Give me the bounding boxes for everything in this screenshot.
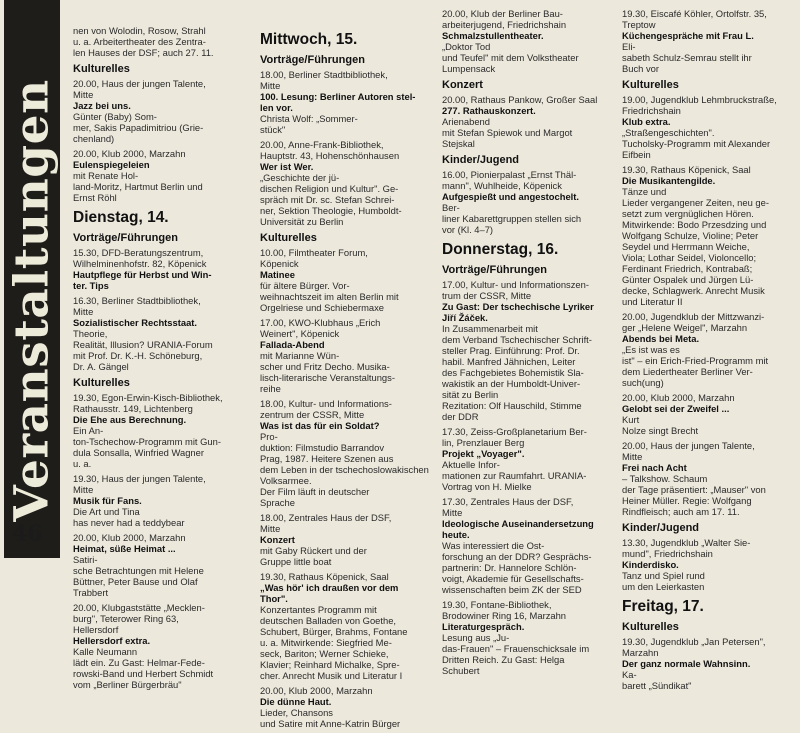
event-title: Literaturgespräch. (442, 621, 525, 632)
category-heading: Kulturelles (73, 377, 130, 389)
event-detail: 10.00, Filmtheater Forum, (260, 247, 368, 258)
event-detail: um den Leierkasten (622, 581, 705, 592)
event-entry (622, 164, 796, 307)
event-detail: Realität, Illusion? URANIA-Forum (73, 339, 213, 350)
event-detail: 20.00, Klub 2000, Marzahn (622, 392, 735, 403)
event-detail: Heiner Müller. Regie: Wolfgang (622, 495, 752, 506)
event-detail: und Satire mit Anne-Katrin Bürger (260, 718, 401, 729)
event-detail: Hellersdorf (73, 624, 119, 635)
event-title: 277. Rathauskonzert. (442, 105, 536, 116)
listing-column-2 (260, 25, 433, 733)
category-heading: Vorträge/Führungen (442, 264, 547, 276)
event-detail: spräch mit Dr. sc. Stefan Schrei- (260, 194, 395, 205)
category-heading: Kulturelles (73, 63, 130, 75)
event-detail: Stejskal (442, 138, 475, 149)
event-detail: das-Frauen" – Frauenschicksale im (442, 643, 590, 654)
event-detail: 19.30, Jugendklub „Jan Petersen", (622, 636, 766, 647)
event-detail: Theorie, (73, 328, 108, 339)
event-detail: Trabbert (73, 587, 109, 598)
event-entry (260, 69, 433, 135)
event-entry (260, 317, 433, 394)
event-detail: Mitte (622, 451, 643, 462)
event-detail: ner, Sektion Theologie, Humboldt- (260, 205, 402, 216)
event-detail: vom „Berliner Bürgerbräu" (73, 679, 182, 690)
event-detail: ist" – ein Erich-Fried-Programm mit (622, 355, 769, 366)
event-title: Hautpflege für Herbst und Win- (73, 269, 212, 280)
event-title: Konzert (260, 534, 295, 545)
event-entry (442, 279, 614, 422)
event-detail: u. a. (73, 458, 92, 469)
event-detail: der DDR (442, 411, 479, 422)
event-detail: Friedrichshain (622, 105, 681, 116)
event-detail: u. a. Arbeitertheater des Zentra- (73, 36, 206, 47)
event-entry (73, 78, 253, 144)
event-entry (442, 94, 614, 149)
event-detail: dem Liedertheater Berliner Ver- (622, 366, 753, 377)
event-entry (622, 440, 796, 517)
event-title: Kinderdisko. (622, 559, 679, 570)
event-detail: mationen zur Raumfahrt. URANIA- (442, 470, 587, 481)
event-detail: Lieder, Chansons (260, 707, 333, 718)
event-detail: len Hauses der DSF; auch 27. 11. (73, 47, 214, 58)
event-detail: Lesung aus „Ju- (442, 632, 510, 643)
event-detail: scher und Fritz Decho. Musika- (260, 361, 390, 372)
event-detail: Aktuelle Infor- (442, 459, 500, 470)
category-heading: Kinder/Jugend (442, 154, 520, 166)
event-detail: arbeiterjugend, Friedrichshain (442, 19, 567, 30)
event-detail: Wolfgang Schulze, Violine; Peter (622, 230, 759, 241)
event-detail: und Teufel" mit dem Volkstheater (442, 52, 579, 63)
event-detail: stück" (260, 124, 286, 135)
event-title: Fallada-Abend (260, 339, 325, 350)
event-detail: Universität zu Berlin (260, 216, 344, 227)
event-detail: habil. Manfred Jähnichen, Leiter (442, 356, 576, 367)
event-detail: Hauptstr. 43, Hohenschönhausen (260, 150, 400, 161)
event-entry (260, 571, 433, 681)
event-detail: zentrum der CSSR, Mitte (260, 409, 365, 420)
event-title: Heimat, süße Heimat ... (73, 543, 176, 554)
listing-column-1 (73, 25, 253, 694)
event-entry (442, 169, 614, 235)
event-detail: Ka- (622, 669, 637, 680)
event-detail: 20.00, Klub der Berliner Bau- (442, 8, 563, 19)
event-detail: Arienabend (442, 116, 490, 127)
event-detail: 20.00, Rathaus Pankow, Großer Saal (442, 94, 598, 105)
event-detail: Büttner, Peter Bause und Olaf (73, 576, 198, 587)
event-title: Jiří Žáček. (442, 312, 488, 323)
event-detail: dem Leben in der tschechoslowakischen Volksarmee. (260, 464, 429, 486)
event-detail: Marzahn (622, 647, 659, 658)
event-detail: 18.00, Kultur- und Informations- (260, 398, 392, 409)
event-detail: Rezitation: Olf Hauschild, Stimme (442, 400, 582, 411)
event-detail: Mitte (73, 306, 94, 317)
event-detail: Die Art und Tina (73, 506, 140, 517)
event-entry (442, 8, 614, 74)
event-entry (260, 398, 433, 508)
event-title: Der ganz normale Wahnsinn. (622, 658, 751, 669)
category-heading: Vorträge/Führungen (73, 232, 178, 244)
event-detail: Dr. A. Gängel (73, 361, 129, 372)
event-detail: Pro- (260, 431, 278, 442)
event-detail: Konzertantes Programm mit (260, 604, 377, 615)
event-entry (442, 496, 614, 595)
event-detail: Vortrag von H. Mielke (442, 481, 532, 492)
event-detail: „Doktor Tod (442, 41, 491, 52)
event-detail: 13.30, Jugendklub „Walter Sie- (622, 537, 751, 548)
event-detail: dischen Religion und Kultur". Ge- (260, 183, 399, 194)
event-detail: barett „Sündikat" (622, 680, 692, 691)
event-detail: In Zusammenarbeit mit (442, 323, 538, 334)
event-title: Musik für Fans. (73, 495, 142, 506)
event-title: Schmalzstullentheater. (442, 30, 544, 41)
event-detail: Rindfleisch; auch am 17. 11. (622, 506, 740, 517)
event-detail: ton-Tschechow-Programm mit Gun- (73, 436, 221, 447)
event-detail: 19.30, Rathaus Köpenick, Saal (622, 164, 751, 175)
event-detail: mer, Sakis Papadimitriou (Grie- (73, 122, 204, 133)
event-detail: 17.00, KWO-Klubhaus „Erich (260, 317, 381, 328)
day-heading: Mittwoch, 15. (260, 31, 358, 48)
event-entry (73, 532, 253, 598)
section-title-text: Veranstaltungen (4, 78, 60, 522)
event-entry (622, 94, 796, 160)
event-detail: 15.30, DFD-Beratungszentrum, (73, 247, 204, 258)
event-detail: für ältere Bürger. Vor- (260, 280, 350, 291)
event-detail: lisch-literarische Veranstaltungs- (260, 372, 395, 383)
event-detail: „Geschichte der jü- (260, 172, 340, 183)
event-detail: deutschen Balladen von Goethe, (260, 615, 397, 626)
event-detail: Lieder vergangener Zeiten, neu ge- (622, 197, 769, 208)
event-detail: Weinert", Köpenick (260, 328, 340, 339)
day-heading: Donnerstag, 16. (442, 241, 559, 258)
category-heading: Kulturelles (622, 621, 679, 633)
page-number: 46 (12, 521, 43, 547)
event-detail: land-Moritz, Hartmut Berlin und (73, 181, 203, 192)
event-detail: Günter (Baby) Som- (73, 111, 157, 122)
event-detail: Satiri- (73, 554, 98, 565)
category-heading: Vorträge/Führungen (260, 54, 365, 66)
event-entry (73, 295, 253, 372)
event-title: Thor". (260, 593, 288, 604)
event-detail: 18.00, Berliner Stadtbibliothek, (260, 69, 388, 80)
event-detail: Treptow (622, 19, 656, 30)
event-detail: forschung an der DDR? Gesprächs- (442, 551, 592, 562)
event-detail: Der Film läuft in deutscher (260, 486, 370, 497)
event-title: Die Ehe aus Berechnung. (73, 414, 187, 425)
event-title: Jazz bei uns. (73, 100, 131, 111)
event-entry (73, 602, 253, 690)
event-detail: Viola; Lothar Seidel, Violoncello; (622, 252, 757, 263)
event-title: Küchengespräche mit Frau L. (622, 30, 754, 41)
event-detail: Günter Ospalek und Jürgen Lü- (622, 274, 754, 285)
event-detail: des Fachgebietes Bohemistik Sla- (442, 367, 584, 378)
event-detail: Wilhelminenhofstr. 82, Köpenick (73, 258, 207, 269)
category-heading: Kinder/Jugend (622, 522, 700, 534)
event-detail: has never had a teddybear (73, 517, 185, 528)
event-detail: 19.30, Fontane-Bibliothek, (442, 599, 552, 610)
category-heading: Kulturelles (260, 232, 317, 244)
event-detail: duktion: Filmstudio Barrandov (260, 442, 385, 453)
event-entry (73, 392, 253, 469)
event-detail: chenland) (73, 133, 115, 144)
event-detail: trum der CSSR, Mitte (442, 290, 532, 301)
event-detail: setzt zum vergnüglichen Hören. (622, 208, 754, 219)
event-title: „Was hör' ich draußen vor dem (260, 582, 399, 593)
event-detail: Sprache (260, 497, 295, 508)
event-title: Matinee (260, 269, 295, 280)
event-detail: lin, Prenzlauer Berg (442, 437, 525, 448)
event-detail: Ein An- (73, 425, 104, 436)
event-detail: 20.00, Klubgaststätte „Mecklen- (73, 602, 205, 613)
event-detail: Mitte (442, 507, 463, 518)
event-detail: mit Gaby Rückert und der (260, 545, 367, 556)
event-detail: Klavier; Reinhard Michalke, Spre- (260, 659, 400, 670)
event-entry (260, 512, 433, 567)
event-title: Frei nach Acht (622, 462, 687, 473)
event-detail: Kalle Neumann (73, 646, 138, 657)
event-detail: Mitwirkende: Bodo Przesdzing und (622, 219, 767, 230)
event-detail: Orgelriese und Schiebermaxe (260, 302, 385, 313)
event-entry (73, 247, 253, 291)
listing-column-3 (442, 8, 614, 680)
event-detail: Tänze und (622, 186, 667, 197)
event-title: len vor. (260, 102, 293, 113)
event-title: 100. Lesung: Berliner Autoren stel- (260, 91, 416, 102)
event-detail: dem Verband Tschechischer Schrift- (442, 334, 592, 345)
event-detail: 20.00, Klub 2000, Marzahn (73, 532, 186, 543)
event-entry (622, 392, 796, 436)
event-detail: 19.00, Jugendklub Lehmbruckstraße, (622, 94, 777, 105)
event-detail: Eifbein (622, 149, 651, 160)
day-heading: Dienstag, 14. (73, 209, 169, 226)
event-detail: „Es ist was es (622, 344, 680, 355)
event-detail: Tanz und Spiel rund (622, 570, 705, 581)
event-entry (260, 247, 433, 313)
event-title: Gelobt sei der Zweifel ... (622, 403, 730, 414)
event-entry (622, 537, 796, 592)
event-detail: 19.30, Haus der jungen Talente, (73, 473, 206, 484)
event-detail: seck, Bariton; Werner Schieke, (260, 648, 389, 659)
event-title: heute. (442, 529, 470, 540)
event-detail: sche Betrachtungen mit Helene (73, 565, 204, 576)
event-entry (73, 148, 253, 203)
event-title: Projekt „Voyager". (442, 448, 525, 459)
event-detail: Köpenick (260, 258, 299, 269)
event-detail: 19.30, Egon-Erwin-Kisch-Bibliothek, (73, 392, 223, 403)
event-detail: mit Prof. Dr. K.-H. Schöneburg, (73, 350, 203, 361)
event-title: Wer ist Wer. (260, 161, 314, 172)
event-detail: Ferdinant Friedrich, Kontrabaß; (622, 263, 753, 274)
event-detail: nen von Wolodin, Rosow, Strahl (73, 25, 206, 36)
event-detail: Gruppe little boat (260, 556, 332, 567)
event-detail: Mitte (260, 523, 281, 534)
event-detail: Was interessiert die Ost- (442, 540, 545, 551)
event-detail: 17.00, Kultur- und Informationszen- (442, 279, 589, 290)
event-detail: decke, Schlagwerk. Anrecht Musik (622, 285, 765, 296)
event-detail: mann", Wuhlheide, Köpenick (442, 180, 562, 191)
event-detail: Schubert (442, 665, 480, 676)
event-detail: Schubert, Bürger, Brahms, Fontane (260, 626, 408, 637)
event-detail: such(ung) (622, 377, 664, 388)
event-detail: Buch vor (622, 63, 659, 74)
event-title: ter. Tips (73, 280, 109, 291)
event-detail: dula Sonsalla, Winfried Wagner (73, 447, 204, 458)
event-detail: Ber- (442, 202, 460, 213)
event-detail: 17.30, Zentrales Haus der DSF, (442, 496, 574, 507)
event-title: Aufgespießt und angestochelt. (442, 191, 579, 202)
event-detail: 20.00, Klub 2000, Marzahn (73, 148, 186, 159)
event-entry (622, 636, 796, 691)
event-detail: Mitte (73, 89, 94, 100)
event-detail: cher. Anrecht Musik und Literatur I (260, 670, 403, 681)
event-detail: Kurt (622, 414, 640, 425)
event-detail: steller Prag. Einführung: Prof. Dr. (442, 345, 580, 356)
event-detail: – Talkshow. Schaum (622, 473, 708, 484)
event-detail: weihnachtszeit im alten Berlin mit (260, 291, 399, 302)
event-detail: reihe (260, 383, 281, 394)
event-detail: „Straßengeschichten". (622, 127, 715, 138)
event-title: Zu Gast: Der tschechische Lyriker (442, 301, 594, 312)
event-entry (442, 426, 614, 492)
event-detail: voigt, Akademie für Gesellschafts- (442, 573, 584, 584)
event-detail: 17.30, Zeiss-Großplanetarium Ber- (442, 426, 587, 437)
event-detail: Ernst Röhl (73, 192, 117, 203)
event-detail: mit Stefan Spiewok und Margot (442, 127, 573, 138)
day-heading: Freitag, 17. (622, 598, 704, 615)
event-detail: 20.00, Klub 2000, Marzahn (260, 685, 373, 696)
event-detail: ger „Helene Weigel", Marzahn (622, 322, 748, 333)
event-detail: Mitte (260, 80, 281, 91)
event-title: Die Musikantengilde. (622, 175, 716, 186)
event-entry (442, 599, 614, 676)
event-detail: Nolze singt Brecht (622, 425, 699, 436)
event-detail: Tucholsky-Programm mit Alexander (622, 138, 771, 149)
event-entry (73, 473, 253, 528)
event-detail: mit Renate Hol- (73, 170, 139, 181)
event-detail: 20.00, Anne-Frank-Bibliothek, (260, 139, 384, 150)
event-detail: Christa Wolf: „Sommer- (260, 113, 358, 124)
event-detail: Brodowiner Ring 16, Marzahn (442, 610, 567, 621)
event-detail: 20.00, Jugendklub der Mittzwanzi- (622, 311, 765, 322)
event-detail: rowski-Band und Herbert Schmidt (73, 668, 214, 679)
event-title: Ideologische Auseinandersetzung (442, 518, 594, 529)
event-detail: Prag, 1987. Heitere Szenen aus (260, 453, 394, 464)
event-detail: Mitte (73, 484, 94, 495)
event-title: Hellersdorf extra. (73, 635, 151, 646)
event-detail: u. a. Mitwirkende: Siegfried Me- (260, 637, 392, 648)
event-detail: burg", Teterower Ring 63, (73, 613, 179, 624)
listing-column-4 (622, 8, 796, 695)
event-detail: lädt ein. Zu Gast: Helmar-Fede- (73, 657, 205, 668)
event-detail: 18.00, Zentrales Haus der DSF, (260, 512, 392, 523)
event-detail: mund", Friedrichshain (622, 548, 713, 559)
event-detail: liner Kabarettgruppen stellen sich (442, 213, 582, 224)
event-entry (73, 25, 253, 58)
event-title: Klub extra. (622, 116, 671, 127)
event-detail: mit Marianne Wün- (260, 350, 340, 361)
event-detail: Lumpensack (442, 63, 496, 74)
event-detail: 20.00, Haus der jungen Talente, (73, 78, 206, 89)
event-detail: Eli- (622, 41, 636, 52)
event-title: Sozialistischer Rechtsstaat. (73, 317, 198, 328)
event-detail: sität zu Berlin (442, 389, 499, 400)
event-entry (260, 139, 433, 227)
event-detail: partnerin: Dr. Hannelore Schlön- (442, 562, 577, 573)
event-detail: 16.30, Berliner Stadtbibliothek, (73, 295, 201, 306)
event-title: Die dünne Haut. (260, 696, 332, 707)
event-entry (622, 8, 796, 74)
event-detail: und Literatur II (622, 296, 683, 307)
event-detail: vor (Kl. 4–7) (442, 224, 494, 235)
event-detail: sabeth Schulz-Semrau stellt ihr (622, 52, 752, 63)
event-title: Abends bei Meta. (622, 333, 700, 344)
event-detail: der Tage präsentiert: „Mauser" von (622, 484, 766, 495)
event-detail: 19.30, Eiscafé Köhler, Ortolfstr. 35, (622, 8, 767, 19)
event-entry (622, 311, 796, 388)
event-detail: Dritten Reich. Zu Gast: Helga (442, 654, 565, 665)
event-detail: wakistik an der Humboldt-Univer- (442, 378, 581, 389)
event-title: Was ist das für ein Soldat? (260, 420, 380, 431)
event-entry (260, 685, 433, 729)
event-detail: Seydel und Herrmann Weiche, (622, 241, 750, 252)
event-detail: Rathausstr. 149, Lichtenberg (73, 403, 193, 414)
event-title: Eulenspiegeleien (73, 159, 150, 170)
event-detail: 19.30, Rathaus Köpenick, Saal (260, 571, 389, 582)
category-heading: Kulturelles (622, 79, 679, 91)
event-detail: 16.00, Pionierpalast „Ernst Thäl- (442, 169, 577, 180)
event-detail: wissenschaften beim ZK der SED (442, 584, 582, 595)
event-detail: 20.00, Haus der jungen Talente, (622, 440, 755, 451)
category-heading: Konzert (442, 79, 483, 91)
